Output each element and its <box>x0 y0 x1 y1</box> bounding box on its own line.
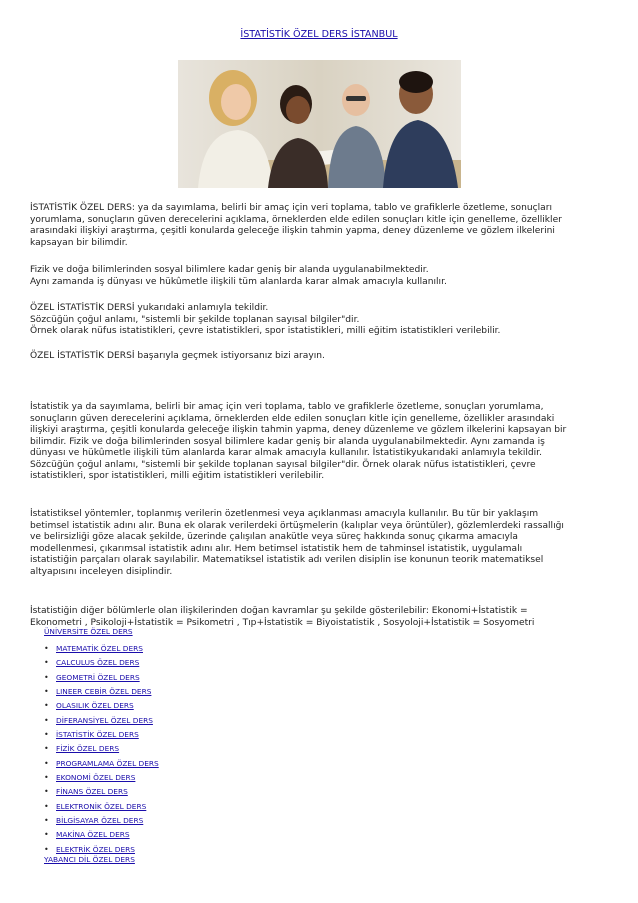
course-link[interactable]: ELEKTRİK ÖZEL DERS <box>56 844 135 854</box>
list-item <box>44 742 159 756</box>
list-item <box>44 771 159 785</box>
course-link[interactable]: EKONOMİ ÖZEL DERS <box>56 773 136 783</box>
list-item <box>44 814 159 828</box>
list-item <box>44 671 159 685</box>
call-line: ÖZEL İSTATİSTİK DERSİ başarıyla geçmek istiyorsanız bizi arayın. <box>30 351 325 361</box>
course-link[interactable]: OLASILIK ÖZEL DERS <box>56 701 134 711</box>
course-link[interactable]: FİZİK ÖZEL DERS <box>56 744 120 754</box>
course-link[interactable]: DİFERANSİYEL ÖZEL DERS <box>56 715 153 725</box>
course-link[interactable]: FİNANS ÖZEL DERS <box>56 787 128 797</box>
intro-line: yorumlama, sonuçların güven derecelerini açıklama, örneklerden elde edilen sonuçları kitle için genelleme, özellikler <box>30 214 562 225</box>
paragraph-line: İstatistik ya da sayımlama, belirli bir amaç için veri toplama, tablo ve grafiklerle özetleme, sonuçları yorumlama, <box>30 402 544 412</box>
paragraph-line: İstatistiksel yöntemler, toplanmış verilerin özetlenmesi veya açıklanması amacıyla kullanılır. Bu tür bir yaklaşım <box>30 509 539 519</box>
list-item <box>44 728 159 742</box>
list-item <box>44 828 159 842</box>
course-link[interactable]: LINEER CEBİR ÖZEL DERS <box>56 687 152 697</box>
paragraph-line: istatistikleri, spor istatistikleri, milli eğitim istatistikleri verilebilir. <box>30 471 325 481</box>
paragraph-line: Ekonometri , Psikoloji+İstatistik = Psikometri , Tıp+İstatistik = Biyoistatistik , Sosyoloji+İstatistik = Sosyometri <box>30 617 535 628</box>
statistical-methods-paragraph <box>30 509 610 578</box>
course-link[interactable]: MAKİNA ÖZEL DERS <box>56 830 130 840</box>
intro-line: İSTATİSTİK ÖZEL DERS: ya da sayımlama, belirli bir amaç için veri toplama, tablo ve grafiklerle özetleme, sonuçları <box>30 203 553 213</box>
paragraph-line: Sözcüğün çoğul anlamı, "sistemli bir şekilde toplanan sayısal bilgiler"dir. Örnek olarak nüfus istatistikleri, çevre <box>30 459 536 470</box>
course-link[interactable]: İSTATİSTİK ÖZEL DERS <box>56 730 139 740</box>
course-link[interactable]: PROGRAMLAMA ÖZEL DERS <box>56 758 159 768</box>
link-yabanci-dil-ozel-ders[interactable]: YABANCI DİL ÖZEL DERS <box>44 855 135 864</box>
paragraph-line: modellenmesi, çıkarımsal istatistik adını alır. Hem betimsel istatistik hem de tahminsel istatistik, uygulamalı <box>30 543 523 554</box>
paragraph-line: ilişkiyi araştırma, çeşitli konularda geleceğe ilişkin tahmin yapma, deney düzenleme ve gözlem ilkelerini kapsayan bir <box>30 425 567 435</box>
list-item <box>44 785 159 799</box>
list-item <box>44 757 159 771</box>
paragraph-line: sonuçların güven derecelerini açıklama, örneklerden elde edilen sonuçları kitle için genelleme, özellikler arasındaki <box>30 413 555 424</box>
list-item <box>44 800 159 814</box>
intro-line: arasındaki ilişkiyi araştırma, çeşitli konularda geleceğe ilişkin tahmin yapma, deney düzenleme ve gözlem ilkelerini <box>30 226 555 236</box>
intro-line: kapsayan bir bilimdir. <box>30 237 128 248</box>
call-paragraph <box>30 351 610 363</box>
paragraph-line: istatistiğin parçaları olarak sayılabilir. Matematiksel istatistik adı verilen disiplin ise konunun teorik matematiksel <box>30 555 544 565</box>
paragraph-line: ve belirsizliği göze alacak şekilde, üzerinde çalışılan anakütle veya süreç hakkında sonuç çıkarma amacıyla <box>30 532 518 542</box>
fields-paragraph <box>30 265 610 288</box>
paragraph-line: altyapısını inceleyen disiplindir. <box>30 566 173 577</box>
course-link[interactable]: ELEKTRONİK ÖZEL DERS <box>56 801 147 811</box>
statistics-definition-paragraph <box>30 402 610 483</box>
meaning-line: Sözcüğün çoğul anlamı, "sistemli bir şekilde toplanan sayısal bilgiler"dir. <box>30 314 360 325</box>
meaning-line: Örnek olarak nüfus istatistikleri, çevre istatistikleri, spor istatistikleri, milli eğitim istatistikleri verilebilir. <box>30 326 501 336</box>
link-universite-ozel-ders[interactable]: ÜNİVERSİTE ÖZEL DERS <box>44 627 133 636</box>
students-studying-photo <box>178 60 461 188</box>
course-link[interactable]: MATEMATİK ÖZEL DERS <box>56 644 143 653</box>
list-item <box>44 642 159 656</box>
meaning-line: ÖZEL İSTATİSTİK DERSİ yukarıdaki anlamıyla tekildir. <box>30 303 269 313</box>
list-item <box>44 714 159 728</box>
course-link[interactable]: BİLGİSAYAR ÖZEL DERS <box>56 816 144 826</box>
list-item <box>44 685 159 699</box>
paragraph-line: betimsel istatistik adını alır. Buna ek olarak verilerdeki örtüşmelerin (kalıplar veya örüntüler), gözlemlerdeki rassallığı <box>30 520 564 531</box>
list-item <box>44 699 159 713</box>
page-title-link[interactable]: İSTATİSTİK ÖZEL DERS İSTANBUL <box>240 29 398 40</box>
intro-paragraph <box>30 203 610 249</box>
course-link[interactable]: CALCULUS ÖZEL DERS <box>56 658 140 668</box>
course-link[interactable]: GEOMETRİ ÖZEL DERS <box>56 672 140 682</box>
list-item <box>44 656 159 670</box>
relations-paragraph <box>30 606 610 629</box>
paragraph-line: dünyası ve hükûmetle ilişkili tüm alanlarda karar almak amacıyla kullanılır. İstatistikyukarıdaki anlamıyla tekildir. <box>30 448 542 458</box>
course-links-list <box>44 642 159 857</box>
fields-line: Fizik ve doğa bilimlerinden sosyal bilimlere kadar geniş bir alanda uygulanabilmektedir. <box>30 265 429 275</box>
paragraph-line: İstatistiğin diğer bölümlerle olan ilişkilerinden doğan kavramlar şu şekilde gösterilebilir: Ekonomi+İstatistik = <box>30 606 528 616</box>
fields-line: Aynı zamanda iş dünyası ve hükûmetle ilişkili tüm alanlarda karar almak amacıyla kullanılır. <box>30 276 447 287</box>
paragraph-line: bilimdir. Fizik ve doğa bilimlerinden sosyal bilimlere kadar geniş bir alanda uygulanabilmektedir. Aynı zamanda iş <box>30 436 545 447</box>
meaning-paragraph <box>30 303 610 338</box>
